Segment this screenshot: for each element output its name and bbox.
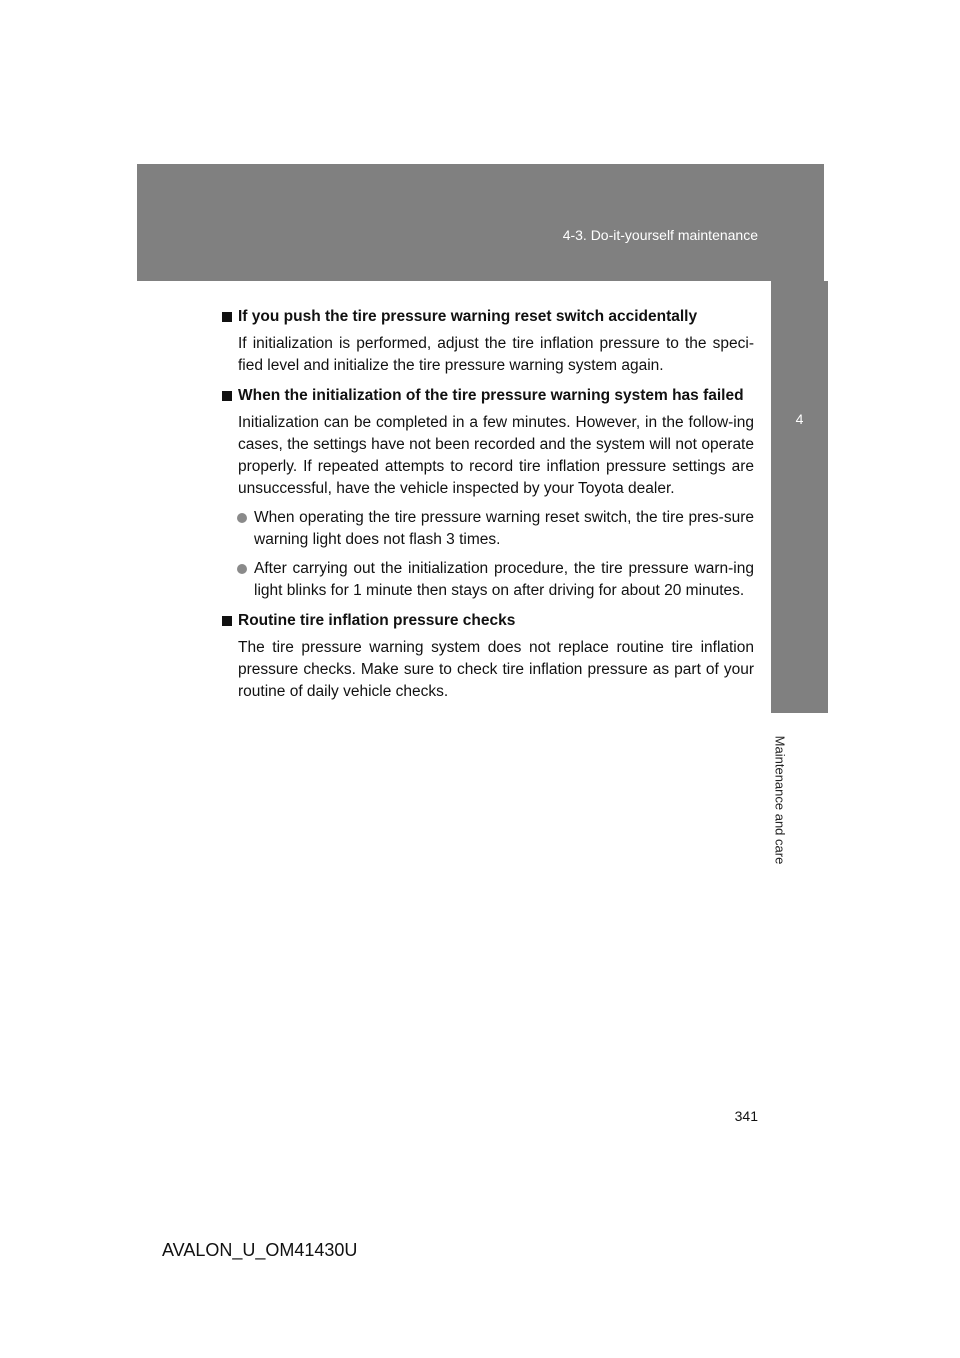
chapter-tab: [771, 281, 828, 713]
document-code: AVALON_U_OM41430U: [162, 1240, 358, 1260]
section-title: 4-3. Do-it-yourself maintenance: [562, 227, 758, 243]
header-band: [137, 164, 824, 281]
list-item: After carrying out the initialization procedure, the tire pressure warn-ing light blinks for 1 minute then stays on after driving for about 20 minutes.: [222, 558, 754, 602]
square-bullet-icon: [222, 616, 232, 626]
page-content: [222, 306, 754, 703]
section-body: The tire pressure warning system does not replace routine tire inflation pressure checks. Make sure to check tire inflation pressure as part of your routine of daily vehicle checks.: [238, 639, 754, 700]
section-body: If initialization is performed, adjust the tire inflation pressure to the speci-fied level and initialize the tire pressure warning system again.: [238, 335, 754, 374]
section-heading: When the initialization of the tire pressure warning system has failed: [222, 385, 754, 407]
chapter-label: [760, 725, 800, 875]
circle-bullet-icon: [237, 564, 247, 574]
square-bullet-icon: [222, 391, 232, 401]
section-body: Initialization can be completed in a few minutes. However, in the follow-ing cases, the settings have not been recorded and the system will not operate properly. If repeated attempts to record tire inflation pressure settings are unsuccessful, have the vehicle inspected by your Toyota dealer.: [238, 414, 754, 497]
section-heading: If you push the tire pressure warning reset switch accidentally: [222, 306, 754, 328]
chapter-number: 4: [795, 411, 804, 427]
page-number: 341: [734, 1108, 758, 1124]
list-item: When operating the tire pressure warning reset switch, the tire pres-sure warning light does not flash 3 times.: [222, 507, 754, 551]
section-heading: Routine tire inflation pressure checks: [222, 610, 754, 632]
chapter-label-text: Maintenance and care: [772, 735, 788, 865]
circle-bullet-icon: [237, 513, 247, 523]
square-bullet-icon: [222, 312, 232, 322]
